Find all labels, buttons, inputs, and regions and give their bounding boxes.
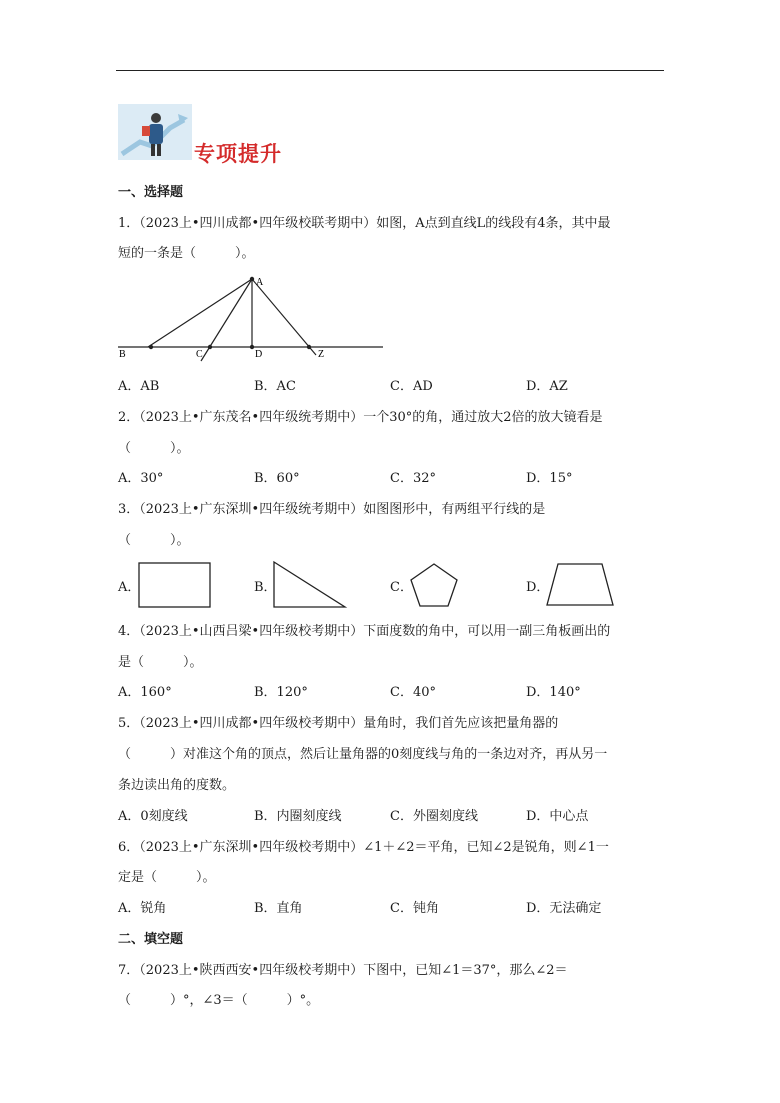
q1-option-a[interactable]: A．AB — [118, 379, 160, 394]
question-5-line-2: （ ）对准这个角的顶点，然后让量角器的0刻度线与角的一条边对齐，再从另一 — [118, 747, 608, 762]
trapezoid-shape — [544, 562, 616, 608]
question-2-line-2: （ ）。 — [118, 441, 190, 456]
q1-option-d[interactable]: D．AZ — [526, 379, 568, 394]
q4-option-c[interactable]: C．40° — [390, 685, 436, 700]
question-4-line-1: 4．（2023上•山西吕梁•四年级校考期中）下面度数的角中，可以用一副三角板画出的 — [118, 624, 611, 639]
right-triangle-shape — [272, 560, 348, 610]
q3-option-d[interactable]: D． — [526, 580, 550, 595]
rectangle-shape — [138, 562, 212, 608]
q4-option-d[interactable]: D．140° — [526, 685, 581, 700]
question-2-line-1: 2．（2023上•广东茂名•四年级统考期中）一个30°的角，通过放大2倍的放大镜看是 — [118, 410, 603, 425]
q2-option-d[interactable]: D．15° — [526, 471, 573, 486]
label-z: Z — [318, 349, 325, 360]
label-c: C — [196, 349, 203, 360]
pentagon-shape — [408, 562, 460, 608]
label-d: D — [255, 349, 263, 360]
question-1-figure — [0, 0, 780, 380]
question-3-line-1: 3．（2023上•广东深圳•四年级统考期中）如图图形中，有两组平行线的是 — [118, 502, 546, 517]
question-7-line-2: （ ）°，∠3＝（ ）°。 — [118, 993, 320, 1008]
section-title-choice: 一、选择题 — [118, 185, 184, 200]
question-3-line-2: （ ）。 — [118, 533, 190, 548]
q5-option-c[interactable]: C．外圈刻度线 — [390, 809, 478, 824]
q3-option-a[interactable]: A． — [118, 580, 141, 595]
question-4-line-2: 是（ ）。 — [118, 655, 203, 670]
q5-option-b[interactable]: B．内圈刻度线 — [254, 809, 342, 824]
q3-option-b[interactable]: B． — [254, 580, 277, 595]
q6-option-a[interactable]: A．锐角 — [118, 901, 167, 916]
banner-title: 专项提升 — [194, 141, 282, 166]
q2-option-c[interactable]: C．32° — [390, 471, 436, 486]
question-5-line-3: 条边读出角的度数。 — [118, 778, 236, 793]
label-a: A — [256, 277, 264, 288]
q5-option-a[interactable]: A．0刻度线 — [118, 809, 188, 824]
q6-option-d[interactable]: D．无法确定 — [526, 901, 602, 916]
question-5-line-1: 5．（2023上•四川成都•四年级校考期中）量角时，我们首先应该把量角器的 — [118, 716, 559, 731]
q4-option-b[interactable]: B．120° — [254, 685, 308, 700]
label-b: B — [119, 349, 126, 360]
q6-option-b[interactable]: B．直角 — [254, 901, 303, 916]
q5-option-d[interactable]: D．中心点 — [526, 809, 589, 824]
section-title-fill: 二、填空题 — [118, 932, 184, 947]
question-1-line-2: 短的一条是（ ）。 — [118, 246, 255, 261]
question-7-line-1: 7．（2023上•陕西西安•四年级校考期中）下图中，已知∠1＝37°，那么∠2＝ — [118, 963, 568, 978]
question-1-line-1: 1．（2023上•四川成都•四年级校联考期中）如图，A点到直线L的线段有4条，其中最 — [118, 216, 611, 231]
q4-option-a[interactable]: A．160° — [118, 685, 172, 700]
q2-option-a[interactable]: A．30° — [118, 471, 164, 486]
question-6-line-2: 定是（ ）。 — [118, 870, 216, 885]
q3-option-c[interactable]: C． — [390, 580, 413, 595]
q6-option-c[interactable]: C．钝角 — [390, 901, 439, 916]
q1-option-b[interactable]: B．AC — [254, 379, 296, 394]
q2-option-b[interactable]: B．60° — [254, 471, 300, 486]
question-6-line-1: 6．（2023上•广东深圳•四年级校考期中）∠1＋∠2＝平角，已知∠2是锐角，则∠1一 — [118, 840, 609, 855]
q1-option-c[interactable]: C．AD — [390, 379, 433, 394]
